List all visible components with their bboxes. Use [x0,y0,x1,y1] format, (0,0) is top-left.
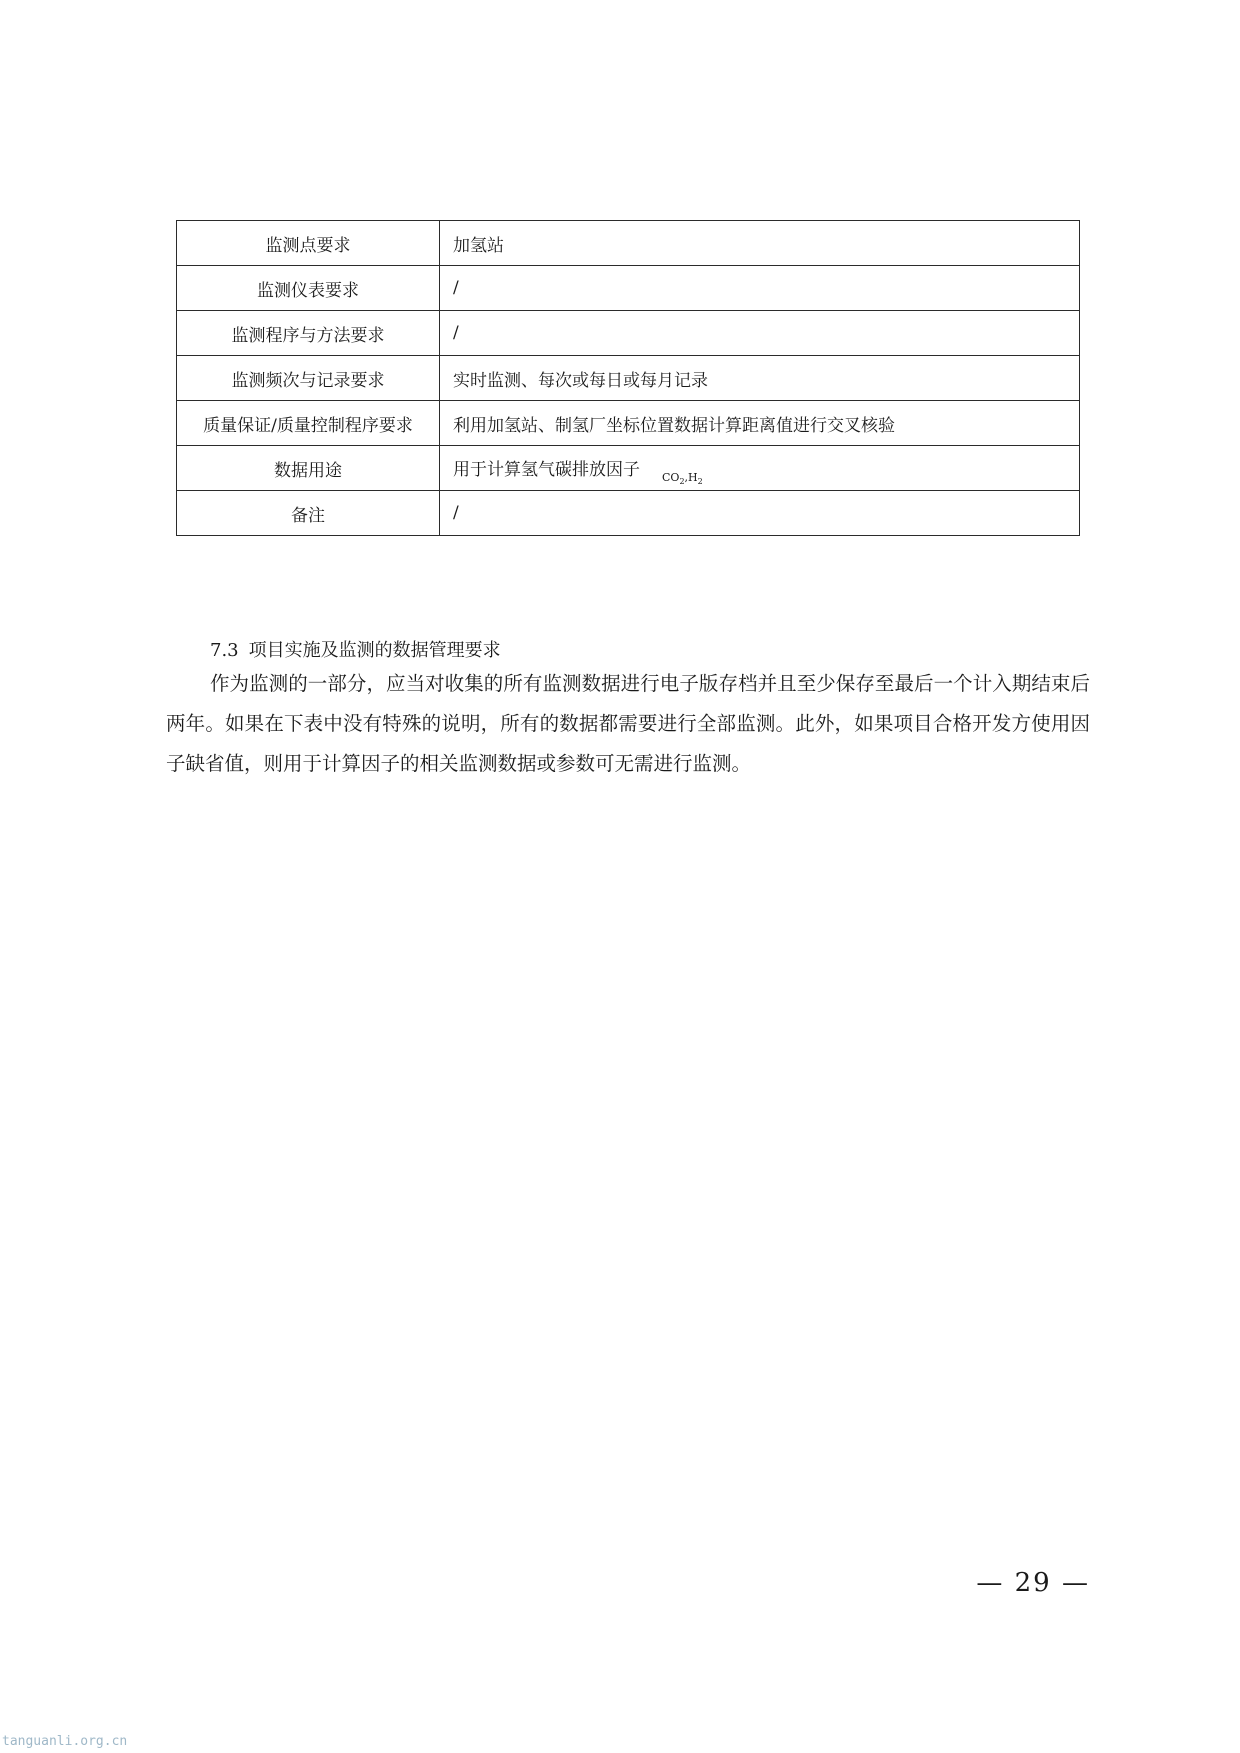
row-label: 监测频次与记录要求 [177,356,440,401]
page-number: — 29 — [976,1568,1090,1598]
table-row [177,491,1080,536]
row-value: / [440,491,1080,536]
table-row [177,356,1080,401]
formula-h: ,H [684,471,698,485]
row-value-with-formula [440,446,1080,491]
row-label: 备注 [177,491,440,536]
table-row [177,446,1080,491]
section-title: 项目实施及监测的数据管理要求 [248,640,501,661]
row-value: 利用加氢站、制氢厂坐标位置数据计算距离值进行交叉核验 [440,401,1080,446]
table-row [177,266,1080,311]
watermark: tanguanli.org.cn [2,1734,128,1749]
formula-sub: 2 [679,477,685,487]
row-label: 监测仪表要求 [177,266,440,311]
emission-factor-formula [662,471,703,487]
row-value: 用于计算氢气碳排放因子 [453,460,640,481]
body-paragraph: 作为监测的一部分，应当对收集的所有监测数据进行电子版存档并且至少保存至最后一个计入期结束后两年。如果在下表中没有特殊的说明，所有的数据都需要进行全部监测。此外，如果项目合格开发方使用因子缺省值，则用于计算因子的相关监测数据或参数可无需进行监测。 [166,672,1090,775]
row-label: 数据用途 [177,446,440,491]
row-value: / [440,266,1080,311]
table-row [177,311,1080,356]
row-label: 监测点要求 [177,221,440,266]
section-heading [210,636,501,662]
row-value: / [440,311,1080,356]
row-value: 加氢站 [440,221,1080,266]
table-row [177,401,1080,446]
row-value: 实时监测、每次或每日或每月记录 [440,356,1080,401]
section-number: 7.3 [210,640,239,661]
formula-sub: 2 [697,477,703,487]
formula-co: CO [662,471,680,485]
row-label: 质量保证/质量控制程序要求 [177,401,440,446]
row-label: 监测程序与方法要求 [177,311,440,356]
table-row [177,221,1080,266]
monitoring-requirements-table [176,220,1080,536]
